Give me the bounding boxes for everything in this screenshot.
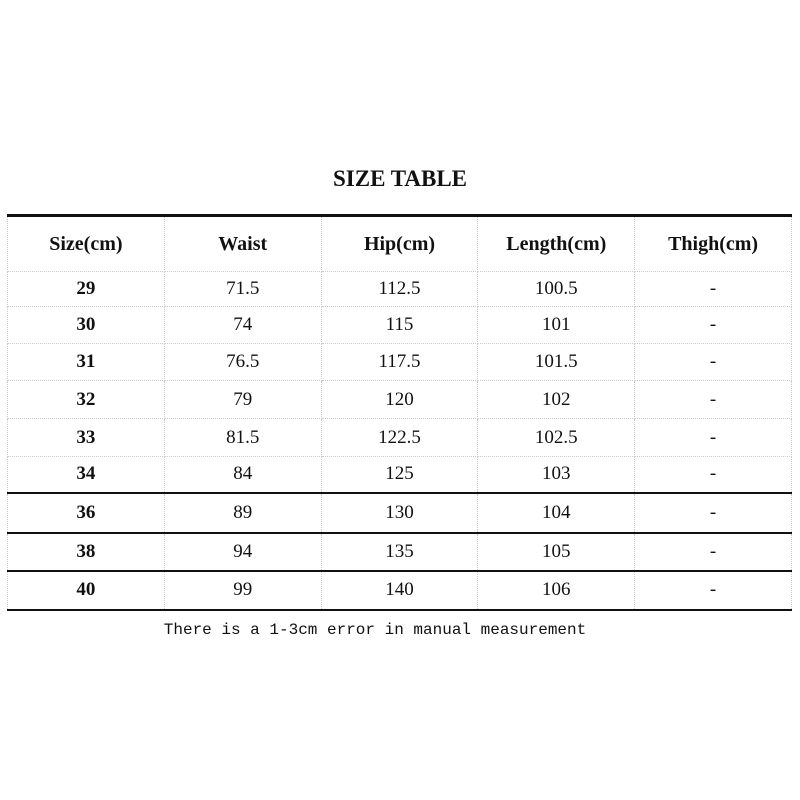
table-cell: -	[635, 344, 792, 381]
table-row	[8, 272, 792, 307]
table-cell: -	[635, 419, 792, 457]
table-cell: 29	[8, 272, 165, 307]
table-cell: 135	[321, 533, 478, 571]
table-row	[8, 533, 792, 571]
table-row	[8, 419, 792, 457]
table-cell: 79	[164, 381, 321, 419]
table-cell: 100.5	[478, 272, 635, 307]
table-row	[8, 344, 792, 381]
table-cell: 101	[478, 307, 635, 344]
column-header: Waist	[164, 216, 321, 272]
table-cell: 94	[164, 533, 321, 571]
table-cell: 89	[164, 493, 321, 533]
table-cell: -	[635, 493, 792, 533]
table-cell: 122.5	[321, 419, 478, 457]
table-row	[8, 493, 792, 533]
table-cell: 125	[321, 457, 478, 493]
column-header: Length(cm)	[478, 216, 635, 272]
table-cell: 117.5	[321, 344, 478, 381]
table-cell: 115	[321, 307, 478, 344]
table-cell: 104	[478, 493, 635, 533]
column-header: Size(cm)	[8, 216, 165, 272]
table-cell: 38	[8, 533, 165, 571]
table-row	[8, 307, 792, 344]
table-cell: 34	[8, 457, 165, 493]
table-cell: -	[635, 533, 792, 571]
table-cell: 33	[8, 419, 165, 457]
table-cell: 84	[164, 457, 321, 493]
table-cell: -	[635, 571, 792, 610]
table-cell: 130	[321, 493, 478, 533]
table-row	[8, 457, 792, 493]
table-cell: 76.5	[164, 344, 321, 381]
table-cell: 120	[321, 381, 478, 419]
table-cell: 103	[478, 457, 635, 493]
table-cell: 102.5	[478, 419, 635, 457]
table-cell: -	[635, 457, 792, 493]
table-cell: 30	[8, 307, 165, 344]
header-row	[8, 216, 792, 272]
column-header: Thigh(cm)	[635, 216, 792, 272]
table-cell: 140	[321, 571, 478, 610]
table-cell: 32	[8, 381, 165, 419]
page-title: SIZE TABLE	[332, 166, 468, 191]
table-cell: 105	[478, 533, 635, 571]
table-cell: 106	[478, 571, 635, 610]
table-cell: 36	[8, 493, 165, 533]
table-cell: 112.5	[321, 272, 478, 307]
table-cell: -	[635, 272, 792, 307]
table-cell: 99	[164, 571, 321, 610]
table-cell: 74	[164, 307, 321, 344]
table-cell: 101.5	[478, 344, 635, 381]
table-cell: -	[635, 307, 792, 344]
size-table	[7, 214, 792, 611]
column-header: Hip(cm)	[321, 216, 478, 272]
table-cell: -	[635, 381, 792, 419]
table-cell: 81.5	[164, 419, 321, 457]
table-cell: 40	[8, 571, 165, 610]
table-row	[8, 571, 792, 610]
table-cell: 102	[478, 381, 635, 419]
table-cell: 71.5	[164, 272, 321, 307]
table-row	[8, 381, 792, 419]
table-cell: 31	[8, 344, 165, 381]
measurement-note: There is a 1-3cm error in manual measurement	[163, 621, 587, 639]
